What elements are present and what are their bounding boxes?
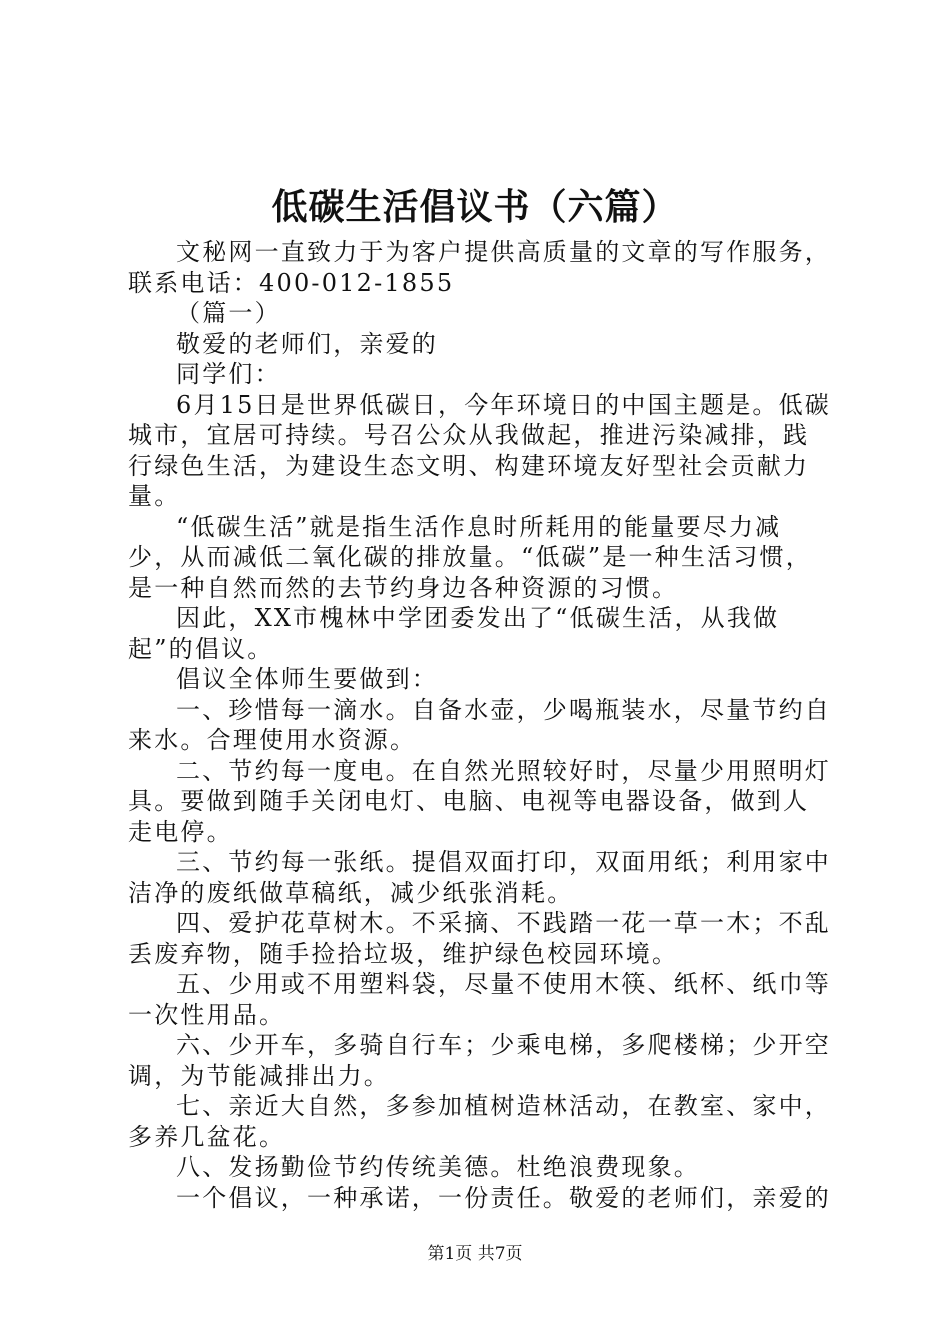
- body-paragraph: 因此，XX市槐林中学团委发出了“低碳生活，从我做起”的倡议。: [128, 604, 780, 663]
- salutation-line: 敬爱的老师们，亲爱的: [176, 329, 438, 358]
- salutation-line: 同学们：: [176, 360, 281, 388]
- list-item: 八、发扬勤俭节约传统美德。杜绝浪费现象。: [176, 1153, 700, 1181]
- page-number-footer: 第1页 共7页: [427, 1244, 523, 1264]
- document-body: [128, 237, 832, 1213]
- list-item: 四、爱护花草树木。不采摘、不践踏一花一草一木；不乱丢废弃物，随手捡拾垃圾，维护绿色校园环境。: [128, 909, 831, 968]
- section-heading: （篇一）: [176, 299, 281, 327]
- intro-paragraph: 文秘网一直致力于为客户提供高质量的文章的写作服务，联系电话：400-012-1855: [128, 238, 831, 297]
- document-title: 低碳生活倡议书（六篇）: [271, 186, 679, 228]
- list-item: 一、珍惜每一滴水。自备水壶，少喝瓶装水，尽量节约自来水。合理使用水资源。: [128, 695, 831, 754]
- list-item: 六、少开车，多骑自行车；少乘电梯，多爬楼梯；少开空调，为节能减排出力。: [128, 1031, 831, 1090]
- body-paragraph: 倡议全体师生要做到：: [176, 665, 438, 693]
- body-paragraph: “低碳生活”就是指生活作息时所耗用的能量要尽力减少，从而减低二氧化碳的排放量。“低碳”是一种生活习惯，是一种自然而然的去节约身边各种资源的习惯。: [128, 512, 812, 602]
- body-paragraph: 6月15日是世界低碳日，今年环境日的中国主题是。低碳城市，宜居可持续。号召公众从我做起，推进污染减排，践行绿色生活，为建设生态文明、构建环境友好型社会贡献力量。: [128, 390, 832, 510]
- list-item: 七、亲近大自然，多参加植树造林活动，在教室、家中，多养几盆花。: [128, 1092, 831, 1151]
- body-paragraph: 一个倡议，一种承诺，一份责任。敬爱的老师们，亲爱的: [176, 1183, 831, 1212]
- list-item: 三、节约每一张纸。提倡双面打印，双面用纸；利用家中洁净的废纸做草稿纸，减少纸张消耗。: [128, 848, 831, 907]
- list-item: 二、节约每一度电。在自然光照较好时，尽量少用照明灯具。要做到随手关闭电灯、电脑、电视等电器设备，做到人走电停。: [128, 756, 831, 846]
- list-item: 五、少用或不用塑料袋，尽量不使用木筷、纸杯、纸巾等一次性用品。: [128, 970, 831, 1029]
